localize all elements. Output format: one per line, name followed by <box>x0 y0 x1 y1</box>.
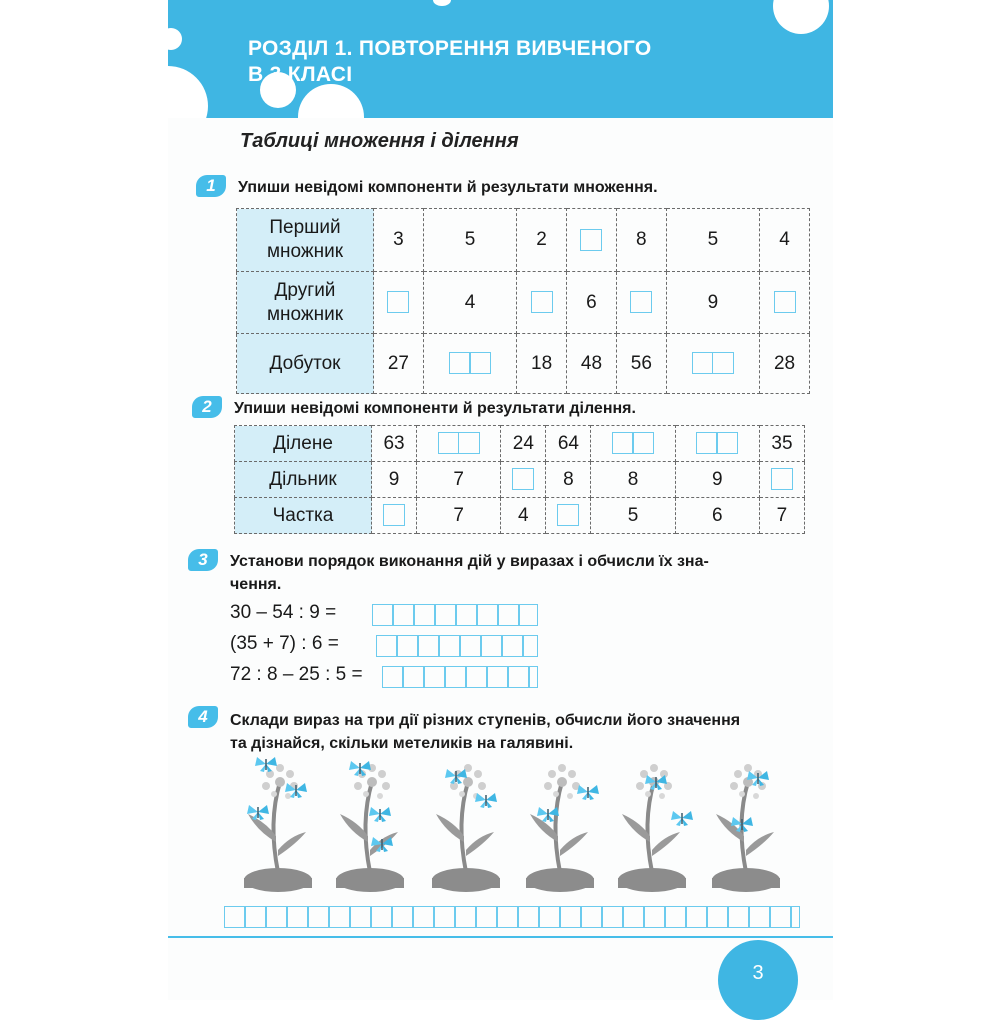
table-cell <box>567 209 617 272</box>
table-cell <box>567 334 617 394</box>
table-cell <box>616 334 666 394</box>
task-2-text: Упиши невідомі компоненти й результати ділення. <box>234 400 636 417</box>
answer-box[interactable] <box>580 229 602 251</box>
table-cell <box>759 426 804 462</box>
table-cell <box>760 209 810 272</box>
row-label: Ділене <box>235 426 372 462</box>
chapter-title: РОЗДІЛ 1. ПОВТОРЕННЯ ВИВЧЕНОГО В 3 КЛАСІ <box>248 37 652 86</box>
expression-1: 30 – 54 : 9 = <box>230 602 337 623</box>
row-label: Дільник <box>235 462 372 498</box>
decor-bubble <box>168 28 182 50</box>
division-table <box>234 425 805 534</box>
decor-bubble <box>298 84 364 118</box>
cell-value: 5 <box>464 229 476 250</box>
cell-value: 4 <box>779 229 790 250</box>
table-cell <box>675 498 759 534</box>
decor-bubble <box>168 66 208 118</box>
table-cell <box>372 426 417 462</box>
table-cell <box>546 462 591 498</box>
answer-box[interactable] <box>531 291 553 313</box>
table-cell <box>616 272 666 334</box>
cell-value: 4 <box>464 291 476 313</box>
task-number-1: 1 <box>196 175 226 197</box>
table-cell <box>760 334 810 394</box>
answer-cells-1[interactable] <box>372 604 538 626</box>
task-number-4: 4 <box>188 706 218 728</box>
table-cell <box>417 498 501 534</box>
cell-value: 6 <box>711 504 723 526</box>
cell-value: 8 <box>636 229 647 250</box>
decor-bubble <box>773 0 829 34</box>
row-label: Добуток <box>237 334 374 394</box>
answer-box-two-digit[interactable] <box>696 432 738 454</box>
table-row <box>235 498 805 534</box>
cell-value: 6 <box>586 291 597 313</box>
answer-box-two-digit[interactable] <box>692 352 734 374</box>
footer-divider <box>168 936 833 938</box>
table-cell <box>759 462 804 498</box>
cell-value: 5 <box>707 229 719 250</box>
cell-value: 24 <box>512 432 534 454</box>
cell-value: 9 <box>711 468 723 490</box>
table-row <box>237 272 810 334</box>
table-row <box>237 209 810 272</box>
cell-value: 7 <box>453 468 464 490</box>
table-cell <box>372 462 417 498</box>
table-cell <box>423 272 516 334</box>
task-number-2: 2 <box>192 396 222 418</box>
cell-value: 27 <box>387 352 409 374</box>
answer-box-two-digit[interactable] <box>612 432 654 454</box>
table-cell <box>666 334 759 394</box>
cell-value: 9 <box>707 291 719 313</box>
cell-value: 28 <box>773 352 796 374</box>
table-cell <box>517 209 567 272</box>
table-cell <box>666 272 759 334</box>
answer-box-two-digit[interactable] <box>438 432 480 454</box>
task-1-text: Упиши невідомі компоненти й результати множення. <box>238 179 658 196</box>
table-cell <box>501 462 546 498</box>
answer-box[interactable] <box>630 291 652 313</box>
cell-value: 5 <box>627 504 639 526</box>
row-label: Частка <box>235 498 372 534</box>
cell-value: 7 <box>453 504 464 526</box>
answer-cells-task-4[interactable] <box>224 906 800 928</box>
butterfly-flowers-illustration <box>230 752 790 897</box>
table-row <box>235 426 805 462</box>
table-row <box>235 462 805 498</box>
answer-box[interactable] <box>557 504 579 526</box>
table-cell <box>760 272 810 334</box>
table-cell <box>546 426 591 462</box>
row-label: Перший множник <box>237 209 374 272</box>
cell-value: 63 <box>383 432 405 454</box>
table-cell <box>374 209 424 272</box>
decor-bubble <box>433 0 451 6</box>
answer-box-two-digit[interactable] <box>449 352 491 374</box>
table-cell <box>675 426 759 462</box>
section-subtitle: Таблиці множення і ділення <box>240 130 519 152</box>
table-cell <box>372 498 417 534</box>
answer-box[interactable] <box>771 468 793 490</box>
task-3-text: Установи порядок виконання дій у виразах і обчисли їх зна- чення. <box>230 553 709 593</box>
table-cell <box>517 334 567 394</box>
cell-value: 56 <box>630 352 652 374</box>
table-cell <box>666 209 759 272</box>
chapter-header <box>168 0 833 118</box>
table-cell <box>567 272 617 334</box>
task-4-text: Склади вираз на три дії різних ступенів, обчисли його значення та дізнайся, скільки метеликів на галявині. <box>230 712 741 752</box>
cell-value: 8 <box>563 468 574 490</box>
cell-value: 48 <box>580 352 603 374</box>
table-cell <box>675 462 759 498</box>
multiplication-table <box>236 208 810 394</box>
table-cell <box>423 209 516 272</box>
table-cell <box>374 334 424 394</box>
row-label: Другий множник <box>237 272 374 334</box>
cell-value: 9 <box>388 468 400 490</box>
table-cell <box>517 272 567 334</box>
task-number-3: 3 <box>188 549 218 571</box>
expression-3: 72 : 8 – 25 : 5 = <box>230 664 363 685</box>
cell-value: 35 <box>771 432 793 454</box>
cell-value: 64 <box>557 432 579 454</box>
table-cell <box>546 498 591 534</box>
answer-cells-2[interactable] <box>376 635 538 657</box>
answer-box[interactable] <box>383 504 405 526</box>
cell-value: 8 <box>627 468 639 490</box>
cell-value: 4 <box>518 504 529 526</box>
table-cell <box>591 426 675 462</box>
answer-box[interactable] <box>387 291 409 313</box>
page-number-badge: 3 <box>718 940 798 1020</box>
expression-2: (35 + 7) : 6 = <box>230 633 339 654</box>
cell-value: 3 <box>393 229 404 250</box>
table-cell <box>616 209 666 272</box>
table-cell <box>759 498 804 534</box>
answer-box[interactable] <box>512 468 534 490</box>
table-row <box>237 334 810 394</box>
table-cell <box>417 462 501 498</box>
table-cell <box>591 462 675 498</box>
cell-value: 18 <box>531 352 553 374</box>
answer-cells-3[interactable] <box>382 666 538 688</box>
cell-value: 7 <box>776 504 788 526</box>
table-cell <box>591 498 675 534</box>
table-cell <box>374 272 424 334</box>
table-cell <box>501 426 546 462</box>
answer-box[interactable] <box>774 291 796 313</box>
cell-value: 2 <box>536 229 547 250</box>
table-cell <box>501 498 546 534</box>
table-cell <box>417 426 501 462</box>
table-cell <box>423 334 516 394</box>
